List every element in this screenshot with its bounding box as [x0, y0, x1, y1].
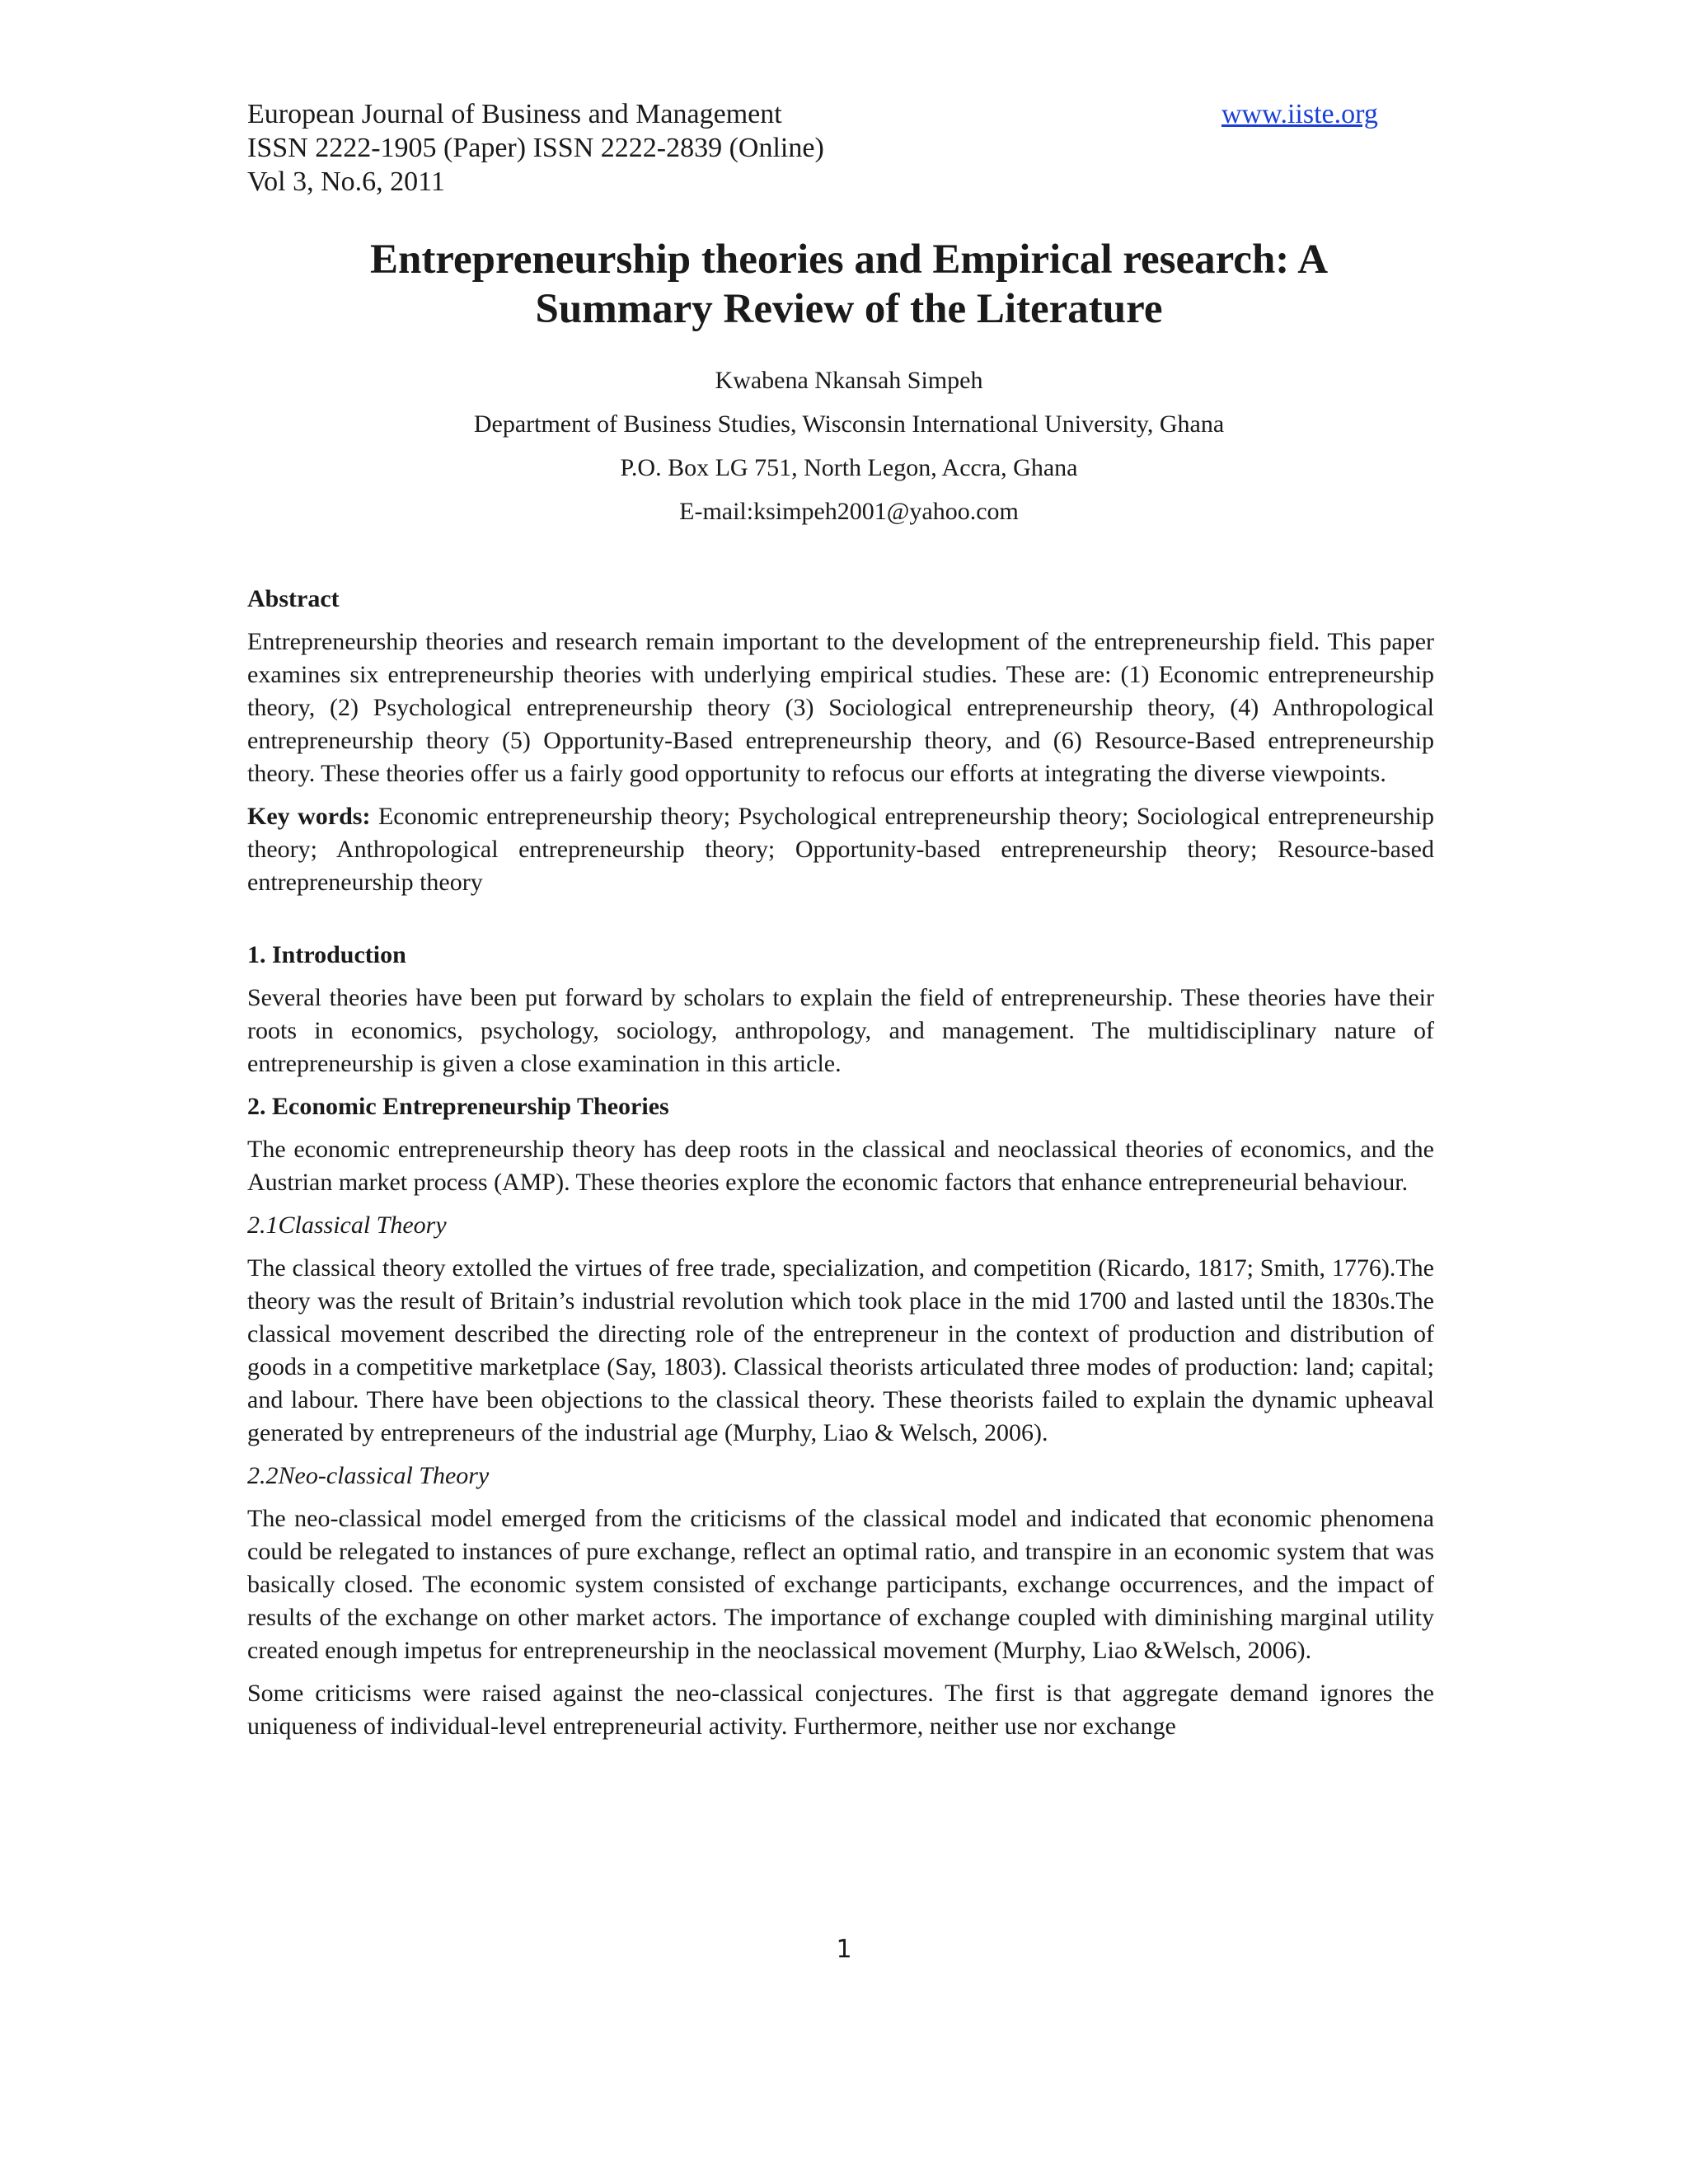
introduction-text: Several theories have been put forward by scholars to explain the field of entrepreneurship. These theories have their roots in economics, psychology, sociology, anthropology, and management. The multidisciplinary nature of entrepreneurship is given a close examination in this article.	[247, 984, 1434, 1077]
introduction-heading: 1. Introduction	[247, 941, 406, 968]
page-number: 1	[836, 1935, 852, 1964]
author-name: Kwabena Nkansah Simpeh	[715, 367, 983, 394]
journal-name: European Journal of Business and Management	[247, 99, 782, 129]
author-email: E-mail:ksimpeh2001@yahoo.com	[679, 498, 1019, 525]
classical-theory-heading: 2.1Classical Theory	[247, 1212, 447, 1239]
title-line-2: Summary Review of the Literature	[535, 286, 1163, 332]
neoclassical-theory-heading: 2.2Neo-classical Theory	[247, 1462, 490, 1489]
paper-title	[247, 235, 1434, 334]
neoclassical-theory-text-1: The neo-classical model emerged from the criticisms of the classical model and indicated that economic phenomena could be relegated to instances of pure exchange, reflect an optimal ratio, and transpire in an economic system that was basically closed. The economic system consisted of exchange participants, exchange occurrences, and the impact of results of the exchange on other market actors. The importance of exchange coupled with diminishing marginal utility created enough impetus for entrepreneurship in the neoclassical movement (Murphy, Liao &Welsch, 2006).	[247, 1505, 1434, 1664]
classical-theory-text: The classical theory extolled the virtues of free trade, specialization, and competition (Ricardo, 1817; Smith, 1776).The theory was the result of Britain’s industrial revolution which took place in the mid 1700 and lasted until the 1830s.The classical movement described the directing role of the entrepreneur in the context of production and distribution of goods in a competitive marketplace (Say, 1803). Classical theorists articulated three modes of production: land; capital; and labour. There have been objections to the classical theory. These theorists failed to explain the dynamic upheaval generated by entrepreneurs of the industrial age (Murphy, Liao & Welsch, 2006).	[247, 1254, 1434, 1446]
document-page	[247, 97, 1434, 1753]
journal-header	[247, 97, 1434, 131]
economic-theories-text: The economic entrepreneurship theory has deep roots in the classical and neoclassical theories of economics, and the Austrian market process (AMP). These theories explore the economic factors that enhance entrepreneurial behaviour.	[247, 1136, 1434, 1196]
keywords-label: Key words:	[247, 803, 371, 830]
author-department: Department of Business Studies, Wisconsin International University, Ghana	[473, 410, 1225, 438]
volume-line: Vol 3, No.6, 2011	[247, 166, 445, 197]
issn-line: ISSN 2222-1905 (Paper) ISSN 2222-2839 (Online)	[247, 133, 824, 163]
author-address: P.O. Box LG 751, North Legon, Accra, Ghana	[620, 454, 1078, 481]
economic-theories-heading: 2. Economic Entrepreneurship Theories	[247, 1093, 669, 1120]
website-link[interactable]: www.iiste.org	[1221, 99, 1378, 129]
abstract-heading: Abstract	[247, 585, 340, 612]
keywords-paragraph	[247, 800, 1434, 899]
author-block	[247, 359, 1434, 533]
abstract-text: Entrepreneurship theories and research remain important to the development of the entrepreneurship field. This paper examines six entrepreneurship theories with underlying empirical studies. These are: (1) Economic entrepreneurship theory, (2) Psychological entrepreneurship theory (3) Sociological entrepreneurship theory, (4) Anthropological entrepreneurship theory (5) Opportunity-Based entrepreneurship theory, and (6) Resource-Based entrepreneurship theory. These theories offer us a fairly good opportunity to refocus our efforts at integrating the diverse viewpoints.	[247, 628, 1434, 787]
keywords-text: Economic entrepreneurship theory; Psychological entrepreneurship theory; Sociological entrepreneurship theory; Anthropological entrepreneurship theory; Opportunity-based entrepreneurship theory; Resource-based entrepreneurship theory	[247, 803, 1435, 896]
neoclassical-theory-text-2: Some criticisms were raised against the neo-classical conjectures. The first is that aggregate demand ignores the uniqueness of individual-level entrepreneurial activity. Furthermore, neither use nor exchange	[247, 1680, 1434, 1740]
title-line-1: Entrepreneurship theories and Empirical research: A	[369, 237, 1329, 283]
